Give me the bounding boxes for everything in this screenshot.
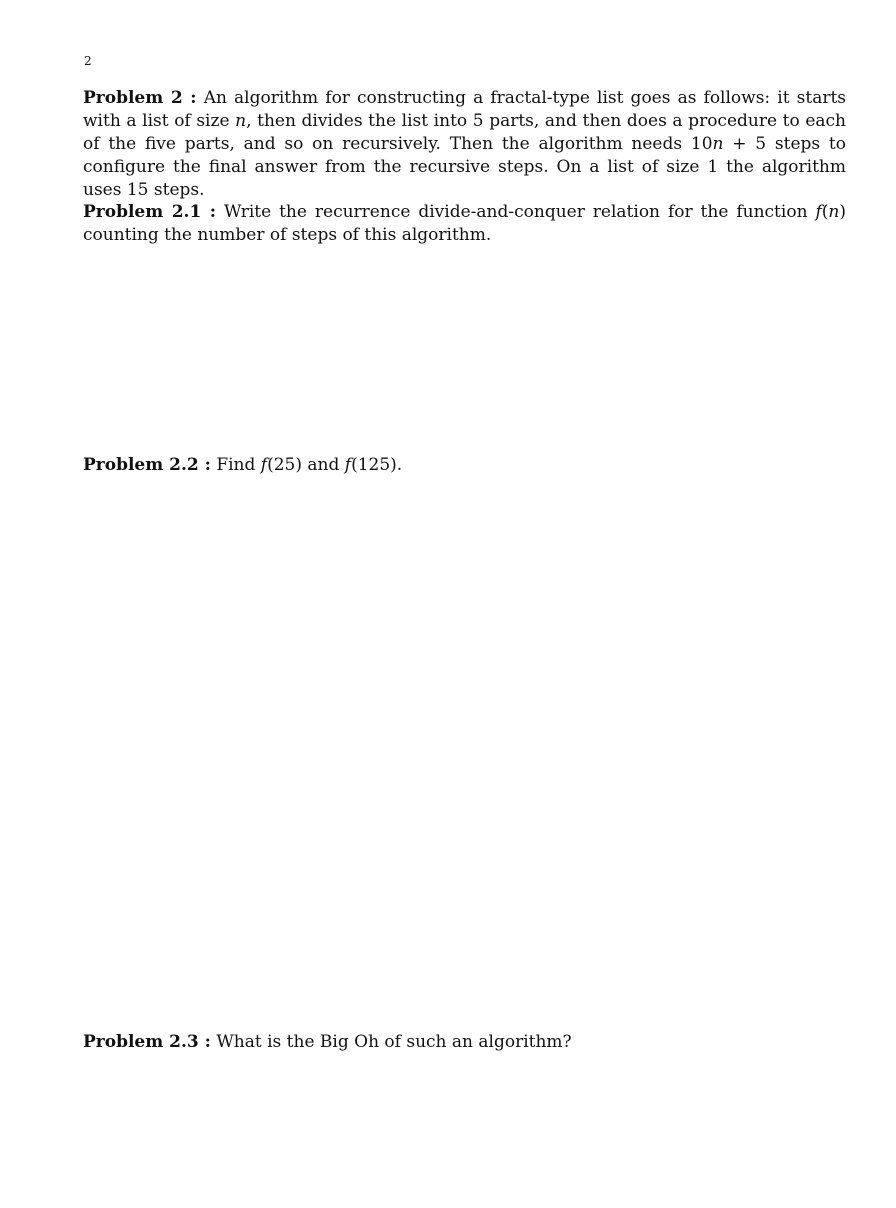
problem-label: Problem 2.2 :	[83, 455, 211, 475]
problem-text: Write the recurrence divide-and-conquer relation for the function	[223, 202, 816, 222]
page-number: 2	[84, 54, 92, 68]
math-variable: n	[235, 111, 247, 131]
problem-2	[83, 87, 846, 202]
problem-text: What is the Big Oh of such an algorithm?	[216, 1032, 572, 1052]
math-variable: n	[712, 134, 724, 154]
problem-text: , then divides the list into 5 parts, and then does a procedure to each of the five parts, and so on recursively. Then the algorithm needs 10	[83, 111, 846, 154]
problem-text: (	[821, 202, 829, 222]
problem-text: An algorithm for constructing a fractal-type list goes as follows: it starts with a list of size	[83, 88, 847, 131]
problem-2-1	[83, 201, 846, 247]
problem-2-3	[83, 1031, 846, 1054]
problem-text: Find	[216, 455, 261, 475]
problem-text: (25) and	[267, 455, 345, 475]
problem-2-2	[83, 454, 846, 477]
problem-label: Problem 2.1 :	[83, 202, 217, 222]
problem-text: (125).	[351, 455, 403, 475]
math-function: f	[815, 202, 822, 222]
problem-text: + 5 steps to configure the final answer from the recursive steps. On a list of size 1 the algorithm uses 15 steps.	[83, 134, 846, 200]
problem-text: ) counting the number of steps of this algorithm.	[83, 202, 846, 245]
problem-label: Problem 2 :	[83, 88, 197, 108]
math-function: f	[344, 455, 352, 475]
math-function: f	[260, 455, 268, 475]
math-variable: n	[828, 202, 840, 222]
problem-label: Problem 2.3 :	[83, 1032, 211, 1052]
